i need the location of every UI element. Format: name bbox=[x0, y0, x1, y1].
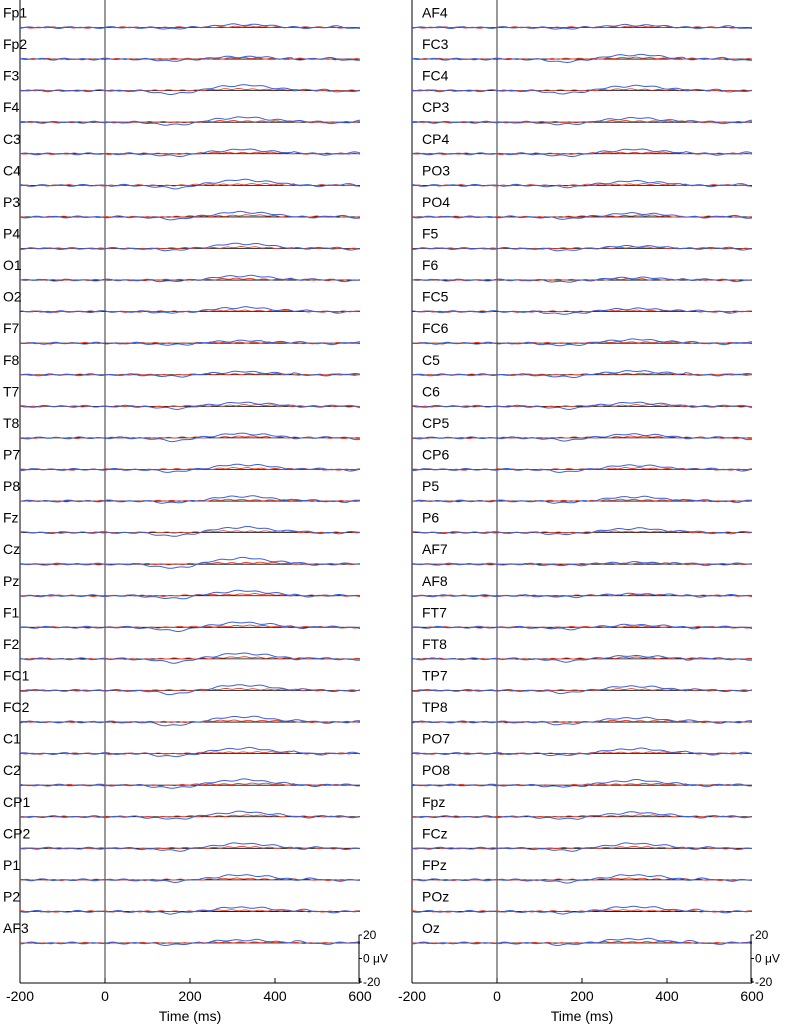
channel-label: P2 bbox=[3, 888, 21, 905]
channel-label: CP1 bbox=[3, 793, 31, 810]
channel-label: FC2 bbox=[3, 699, 30, 716]
erp-trace-blue bbox=[412, 85, 752, 94]
channel-label: F8 bbox=[3, 351, 20, 368]
channel-label: FC1 bbox=[3, 667, 30, 684]
channel-row-p8 bbox=[3, 478, 360, 503]
channel-row-fz bbox=[3, 510, 360, 537]
channel-row-cp3 bbox=[412, 99, 752, 124]
channel-row-f4 bbox=[3, 99, 360, 125]
channel-label: PO4 bbox=[422, 193, 451, 210]
channel-row-f5 bbox=[412, 225, 752, 250]
erp-trace-blue bbox=[412, 528, 752, 535]
erp-trace-blue bbox=[20, 179, 360, 189]
erp-trace-blue bbox=[20, 590, 360, 599]
channel-label: PO7 bbox=[422, 730, 451, 747]
channel-label: FC4 bbox=[422, 67, 449, 84]
channel-row-cp4 bbox=[412, 131, 752, 157]
channel-label: Pz bbox=[3, 572, 20, 589]
channel-label: Fp2 bbox=[3, 36, 28, 53]
x-axis-label: Time (ms) bbox=[550, 1008, 614, 1024]
channel-label: Fz bbox=[3, 509, 19, 526]
channel-row-o2 bbox=[3, 289, 360, 314]
channel-row-af7 bbox=[412, 541, 752, 566]
channel-row-cz bbox=[3, 541, 360, 568]
channel-row-cp1 bbox=[3, 794, 360, 819]
x-tick-label: 0 bbox=[493, 988, 501, 1004]
erp-trace-blue bbox=[412, 118, 752, 125]
erp-trace-blue bbox=[20, 464, 360, 472]
channel-label: P6 bbox=[422, 509, 440, 526]
channel-label: POz bbox=[422, 888, 450, 905]
amplitude-scale-bar bbox=[751, 928, 780, 989]
x-tick-label: -200 bbox=[5, 988, 35, 1004]
channel-label: Fp1 bbox=[3, 4, 28, 21]
x-axis-label: Time (ms) bbox=[158, 1008, 222, 1024]
channel-row-t8 bbox=[3, 415, 360, 442]
channel-label: CP6 bbox=[422, 446, 450, 463]
erp-trace-blue bbox=[412, 906, 752, 914]
channel-label: P4 bbox=[3, 225, 21, 242]
channel-label: FT8 bbox=[422, 635, 447, 652]
erp-trace-blue bbox=[412, 149, 752, 157]
channel-label: C1 bbox=[3, 730, 21, 747]
left-erp-panel bbox=[3, 0, 388, 1024]
channel-row-fpz bbox=[412, 857, 752, 883]
channel-row-fpz bbox=[412, 794, 752, 819]
x-tick-label: 200 bbox=[178, 988, 202, 1004]
channel-row-poz bbox=[412, 888, 752, 914]
channel-label: F3 bbox=[3, 67, 20, 84]
channel-row-af8 bbox=[412, 573, 752, 598]
erp-trace-blue bbox=[412, 624, 752, 630]
channel-row-c3 bbox=[3, 131, 360, 157]
channel-label: CP4 bbox=[422, 130, 450, 147]
erp-trace-blue bbox=[412, 277, 752, 282]
channel-row-fc5 bbox=[412, 289, 752, 315]
channel-label: CP3 bbox=[422, 99, 450, 116]
scale-tick-label: -20 bbox=[363, 975, 381, 989]
channel-row-f7 bbox=[3, 320, 360, 345]
channel-row-p6 bbox=[412, 510, 752, 535]
x-tick-label: 600 bbox=[348, 988, 372, 1004]
channel-row-cp2 bbox=[3, 825, 360, 851]
channel-label: AF3 bbox=[3, 920, 29, 937]
channel-row-ft8 bbox=[412, 636, 752, 662]
channel-row-p5 bbox=[412, 478, 752, 503]
channel-row-po7 bbox=[412, 731, 752, 756]
amplitude-scale-bar bbox=[359, 928, 388, 989]
channel-label: AF8 bbox=[422, 572, 448, 589]
channel-label: FC5 bbox=[422, 288, 449, 305]
channel-label: FC3 bbox=[422, 36, 449, 53]
channel-label: O1 bbox=[3, 257, 22, 274]
channel-row-fc4 bbox=[412, 68, 752, 94]
scale-tick-label: 20 bbox=[363, 928, 377, 942]
channel-row-cp6 bbox=[412, 446, 752, 472]
channel-row-f3 bbox=[3, 68, 360, 95]
channel-row-oz bbox=[412, 920, 752, 945]
channel-row-fc1 bbox=[3, 667, 360, 694]
channel-row-f1 bbox=[3, 604, 360, 631]
erp-trace-blue bbox=[20, 811, 360, 819]
channel-row-f6 bbox=[412, 257, 752, 282]
channel-label: FCz bbox=[422, 825, 448, 842]
channel-label: TP7 bbox=[422, 667, 448, 684]
x-tick-label: 200 bbox=[570, 988, 594, 1004]
channel-label: AF7 bbox=[422, 541, 448, 558]
erp-trace-blue bbox=[20, 716, 360, 726]
channel-row-po3 bbox=[412, 162, 752, 187]
channel-row-c2 bbox=[3, 762, 360, 788]
channel-label: TP8 bbox=[422, 699, 448, 716]
channel-label: Fpz bbox=[422, 793, 446, 810]
erp-trace-blue bbox=[20, 149, 360, 157]
channel-label: T7 bbox=[3, 383, 20, 400]
channel-row-fp1 bbox=[3, 5, 360, 30]
channel-label: C6 bbox=[422, 383, 440, 400]
channel-label: F7 bbox=[3, 320, 20, 337]
channel-label: F6 bbox=[422, 257, 439, 274]
channel-label: P5 bbox=[422, 478, 440, 495]
channel-row-c1 bbox=[3, 731, 360, 757]
channel-label: CP5 bbox=[422, 414, 450, 431]
channel-label: P1 bbox=[3, 856, 21, 873]
erp-trace-blue bbox=[20, 843, 360, 851]
channel-label: P8 bbox=[3, 478, 21, 495]
erp-trace-blue bbox=[412, 180, 752, 187]
erp-trace-blue bbox=[412, 780, 752, 788]
channel-label: C3 bbox=[3, 130, 21, 147]
channel-label: PO3 bbox=[422, 162, 451, 179]
channel-label: C5 bbox=[422, 351, 440, 368]
channel-row-fp2 bbox=[3, 36, 360, 61]
channel-row-p7 bbox=[3, 446, 360, 472]
erp-trace-blue bbox=[20, 875, 360, 883]
erp-trace-blue bbox=[412, 843, 752, 851]
channel-label: F2 bbox=[3, 635, 20, 652]
channel-row-po4 bbox=[412, 194, 752, 219]
channel-label: FPz bbox=[422, 856, 447, 873]
channel-row-pz bbox=[3, 573, 360, 599]
channel-row-po8 bbox=[412, 762, 752, 787]
erp-trace-blue bbox=[412, 748, 752, 756]
channel-row-p2 bbox=[3, 888, 360, 914]
x-tick-label: 400 bbox=[655, 988, 679, 1004]
erp-trace-blue bbox=[20, 907, 360, 914]
erp-trace-blue bbox=[20, 496, 360, 504]
channel-row-o1 bbox=[3, 257, 360, 282]
x-tick-label: -200 bbox=[397, 988, 427, 1004]
channel-label: AF4 bbox=[422, 4, 448, 21]
channel-row-t7 bbox=[3, 383, 360, 409]
scale-tick-label: 0 μV bbox=[755, 951, 780, 966]
scale-tick-label: 0 μV bbox=[363, 951, 388, 966]
x-tick-label: 600 bbox=[740, 988, 764, 1004]
channel-row-fc3 bbox=[412, 36, 752, 62]
channel-row-fc6 bbox=[412, 320, 752, 346]
erp-trace-blue bbox=[20, 85, 360, 95]
channel-label: F1 bbox=[3, 604, 20, 621]
channel-row-tp7 bbox=[412, 667, 752, 693]
erp-trace-blue bbox=[20, 685, 360, 695]
x-axis bbox=[6, 978, 372, 1024]
erp-trace-blue bbox=[412, 717, 752, 725]
x-axis bbox=[398, 978, 764, 1024]
channel-label: PO8 bbox=[422, 762, 451, 779]
channel-row-p4 bbox=[3, 225, 360, 250]
channel-label: Oz bbox=[422, 920, 440, 937]
channel-label: O2 bbox=[3, 288, 22, 305]
channel-label: F4 bbox=[3, 99, 20, 116]
erp-trace-blue bbox=[20, 117, 360, 125]
scale-tick-label: -20 bbox=[755, 975, 773, 989]
erp-trace-blue bbox=[20, 527, 360, 537]
erp-trace-blue bbox=[20, 243, 360, 251]
channel-row-c6 bbox=[412, 383, 752, 409]
channel-row-af3 bbox=[3, 920, 360, 945]
x-tick-label: 400 bbox=[263, 988, 287, 1004]
channel-row-f8 bbox=[3, 352, 360, 377]
x-tick-label: 0 bbox=[101, 988, 109, 1004]
channel-row-tp8 bbox=[412, 699, 752, 725]
erp-trace-blue bbox=[412, 938, 752, 945]
channel-label: FT7 bbox=[422, 604, 447, 621]
channel-label: F5 bbox=[422, 225, 439, 242]
erp-trace-blue bbox=[412, 686, 752, 694]
channel-row-f2 bbox=[3, 636, 360, 663]
erp-trace-blue bbox=[20, 747, 360, 756]
channel-label: C2 bbox=[3, 762, 21, 779]
channel-row-fcz bbox=[412, 825, 752, 851]
channel-row-ft7 bbox=[412, 604, 752, 630]
channel-row-p3 bbox=[3, 194, 360, 220]
channel-row-fc2 bbox=[3, 699, 360, 726]
channel-label: P7 bbox=[3, 446, 21, 463]
erp-trace-blue bbox=[20, 779, 360, 788]
channel-label: Cz bbox=[3, 541, 21, 558]
channel-label: P3 bbox=[3, 193, 21, 210]
channel-row-p1 bbox=[3, 857, 360, 883]
channel-row-af4 bbox=[412, 5, 752, 30]
channel-label: FC6 bbox=[422, 320, 449, 337]
channel-row-cp5 bbox=[412, 415, 752, 441]
scale-tick-label: 20 bbox=[755, 928, 769, 942]
right-erp-panel bbox=[398, 0, 780, 1024]
channel-label: C4 bbox=[3, 162, 21, 179]
channel-row-c5 bbox=[412, 352, 752, 378]
channel-label: T8 bbox=[3, 414, 20, 431]
channel-label: CP2 bbox=[3, 825, 31, 842]
channel-row-c4 bbox=[3, 162, 360, 189]
erp-trace-blue bbox=[412, 496, 752, 503]
